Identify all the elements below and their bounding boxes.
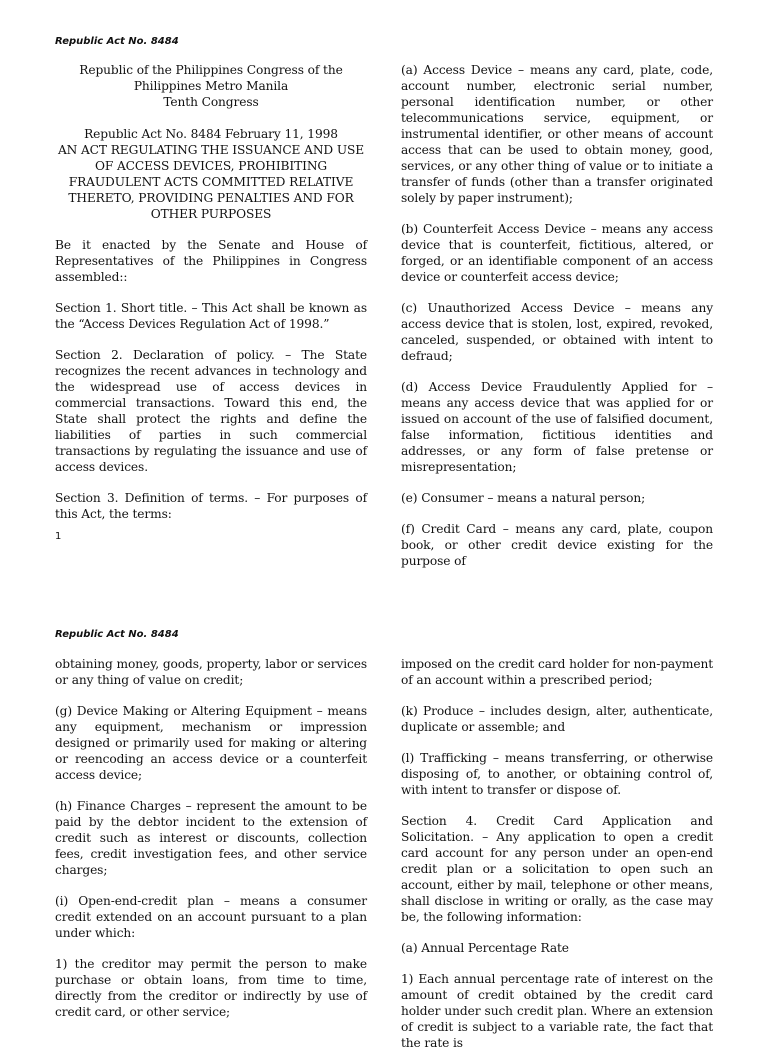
paragraph: imposed on the credit card holder for non-payment of an account within a prescribed period; bbox=[401, 657, 713, 687]
act-title: AN ACT REGULATING THE ISSUANCE AND USE OF ACCESS DEVICES, PROHIBITING FRAUDULENT ACTS COMMITTED RELATIVE THERETO, PROVIDING PENALTIES AND FOR OTHER PURPOSES bbox=[57, 143, 365, 221]
paragraph: (c) Unauthorized Access Device – means any access device that is stolen, lost, expired, revoked, canceled, suspended, or obtained with intent to defraud; bbox=[401, 301, 713, 363]
paragraph: 1) Each annual percentage rate of interest on the amount of credit obtained by the credit card holder under such credit plan. Where an extension of credit is subject to a variable rate, the fact that the rate is bbox=[401, 972, 713, 1050]
paragraph: (a) Access Device – means any card, plate, code, account number, electronic serial number, personal identification number, or other telecommunications service, equipment, or instrumental identifier, or other means of account access that can be used to obtain money, good, services, or any other thing of value or to initiate a transfer of funds (other than a transfer originated solely by paper instrument); bbox=[401, 63, 713, 205]
right-column bbox=[401, 62, 713, 568]
page-number: 1 bbox=[55, 531, 62, 542]
paragraph: obtaining money, goods, property, labor or services or any thing of value on credit; bbox=[55, 657, 367, 687]
paragraph: 1) the creditor may permit the person to make purchase or obtain loans, from time to time, directly from the creditor or indirectly by use of credit card, or other service; bbox=[55, 957, 367, 1019]
paragraph: (h) Finance Charges – represent the amount to be paid by the debtor incident to the extension of credit such as interest or discounts, collection fees, credit investigation fees, and other service charges; bbox=[55, 799, 367, 877]
paragraph: (f) Credit Card – means any card, plate, coupon book, or other credit device existing for the purpose of bbox=[401, 522, 713, 568]
paragraph: (a) Annual Percentage Rate bbox=[401, 941, 569, 955]
act-date-line: Republic Act No. 8484 February 11, 1998 bbox=[84, 127, 338, 141]
paragraph: (d) Access Device Fraudulently Applied for – means any access device that was applied for or issued on account of the use of falsified document, false information, fictitious identities and addresses, or any form of false pretense or misrepresentation; bbox=[401, 380, 713, 474]
paragraph: Section 3. Definition of terms. – For purposes of this Act, the terms: bbox=[55, 491, 367, 521]
running-header: Republic Act No. 8484 bbox=[55, 629, 179, 640]
left-column bbox=[55, 656, 367, 1024]
paragraph: Section 4. Credit Card Application and Solicitation. – Any application to open a credit card account for any person under an open-end credit plan or a solicitation to open such an account, either by mail, telephone or other means, shall disclose in writing or orally, as the case may be, the following information: bbox=[401, 814, 713, 924]
paragraph: (i) Open-end-credit plan – means a consumer credit extended on an account pursuant to a plan under which: bbox=[55, 894, 367, 940]
paragraph: (l) Trafficking – means transferring, or otherwise disposing of, to another, or obtaining control of, with intent to transfer or dispose of. bbox=[401, 751, 713, 797]
title-line: Tenth Congress bbox=[163, 95, 259, 109]
paragraph: (b) Counterfeit Access Device – means any access device that is counterfeit, fictitious, altered, or forged, or an identifiable component of an access device or counterfeit access device; bbox=[401, 222, 713, 284]
running-header: Republic Act No. 8484 bbox=[55, 36, 179, 47]
right-column bbox=[401, 656, 713, 1050]
paragraph: Section 2. Declaration of policy. – The State recognizes the recent advances in technology and the widespread use of access devices in commercial transactions. Toward this end, the State shall protect the rights and define the liabilities of parties in such commercial transactions by regulating the issuance and use of access devices. bbox=[55, 348, 367, 474]
document-page-2 bbox=[0, 594, 768, 1050]
paragraph: (g) Device Making or Altering Equipment – means any equipment, mechanism or impression designed or primarily used for making or altering or reencoding an access device or a counterfeit access device; bbox=[55, 704, 367, 782]
paragraph: Section 1. Short title. – This Act shall be known as the “Access Devices Regulation Act of 1998.” bbox=[55, 301, 367, 331]
paragraph: Be it enacted by the Senate and House of Representatives of the Philippines in Congress assembled:: bbox=[55, 238, 367, 284]
paragraph: (e) Consumer – means a natural person; bbox=[401, 491, 646, 505]
title-line: Republic of the Philippines Congress of the Philippines Metro Manila bbox=[79, 63, 343, 93]
paragraph: (k) Produce – includes design, alter, authenticate, duplicate or assemble; and bbox=[401, 704, 713, 734]
left-column bbox=[55, 62, 367, 537]
